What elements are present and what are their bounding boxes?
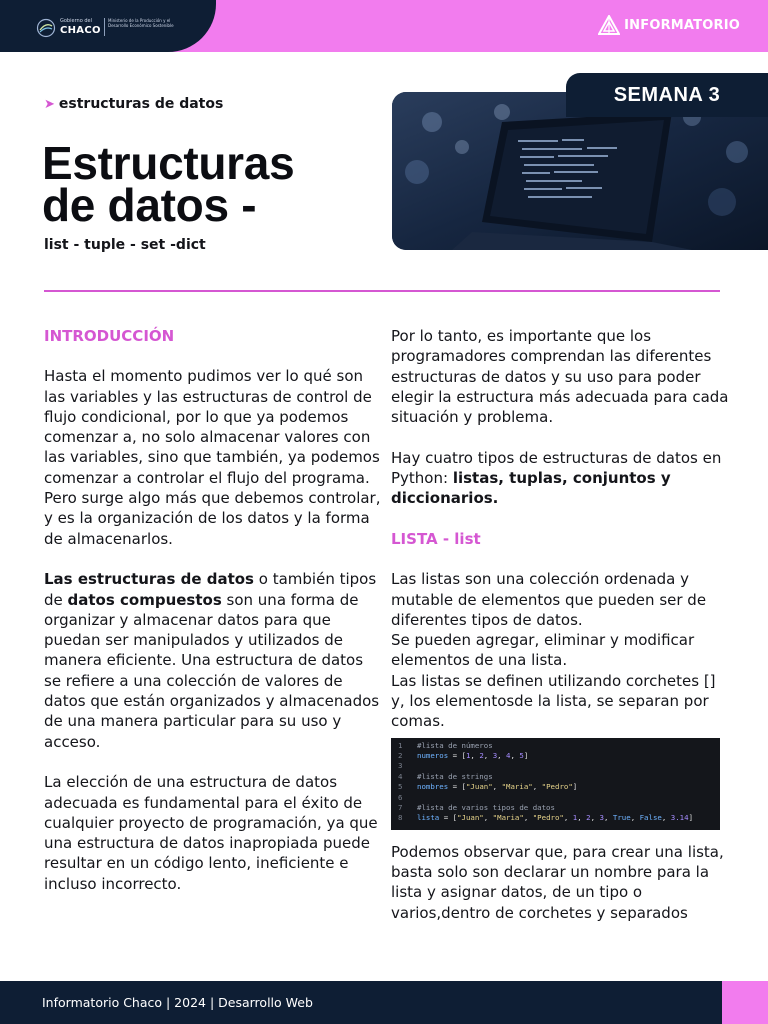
code-operator: , <box>630 813 640 823</box>
code-operator: , <box>492 782 502 792</box>
week-tab <box>566 73 768 117</box>
intro-paragraph-2: Pero surge algo más que debemos controlar, y es la organización de los datos y la forma de almacenarlos. <box>44 489 381 548</box>
code-operator: , <box>483 813 493 823</box>
list-paragraph-4: Podemos observar que, para crear una lista, basta solo son declarar un nombre para la lista y asignar datos, de un tipo o varios,dentro de corchetes y separados <box>391 842 724 922</box>
intro-heading: INTRODUCCIÓN <box>44 327 175 345</box>
page-title <box>42 137 295 231</box>
intro-paragraph-4: La elección de una estructura de datos adecuada es fundamental para el éxito de cualquier proyecto de programación, ya que una estructura de datos inapropiada puede resultar en un código lento, ineficiente e incluso incorrecto. <box>44 773 378 893</box>
informatorio-logo <box>598 15 740 35</box>
line-number: 1 <box>398 740 403 750</box>
code-operator: , <box>577 813 587 823</box>
pyramid-icon <box>598 15 620 35</box>
list-heading: LISTA - list <box>391 529 481 548</box>
code-operator: , <box>497 751 507 761</box>
chevron-right-icon: ➤ <box>44 96 55 112</box>
code-line <box>391 761 720 771</box>
brand-name: INFORMATORIO <box>624 17 740 33</box>
code-operator: ] <box>688 813 694 823</box>
logo-name: CHACO <box>60 25 101 36</box>
code-comment: #lista de varios tipos de datos <box>417 803 555 813</box>
code-operator: ] <box>523 751 529 761</box>
text-span: son una forma de organizar y almacenar datos para que puedan ser manipulados y utilizados de manera eficiente. Una estructura de datos se refiere a una colección de valores de datos que están organizados y almacenados de una manera particular para su uso y acceso. <box>44 590 380 751</box>
code-variable: numeros <box>417 751 449 761</box>
code-operator: , <box>661 813 671 823</box>
line-number: 6 <box>398 792 403 802</box>
code-number: 2 <box>586 813 591 823</box>
section-divider <box>44 290 720 292</box>
code-number: 1 <box>572 813 578 823</box>
code-number: 2 <box>479 751 484 761</box>
footer-text: Informatorio Chaco | 2024 | Desarrollo Web <box>42 995 313 1010</box>
list-paragraph-2: Se pueden agregar, eliminar y modificar elementos de una lista. <box>391 631 695 670</box>
code-number: 3 <box>492 751 498 761</box>
footer-accent <box>722 981 768 1024</box>
code-operator: , <box>603 813 613 823</box>
code-number: 4 <box>506 751 511 761</box>
logo-ministry-text: Ministerio de la Producción y el Desarrollo Económico Sostenible <box>108 18 174 28</box>
code-operator: , <box>532 782 542 792</box>
logo-small-text: Gobierno del <box>60 18 92 24</box>
bold-term: datos compuestos <box>67 590 222 609</box>
text-span: Hay cuatro tipos de estructuras de datos en Python: <box>391 448 722 488</box>
code-operator: , <box>523 813 533 823</box>
code-string: "Pedro" <box>532 813 564 823</box>
chaco-emblem-icon <box>36 18 56 38</box>
line-number: 7 <box>398 803 403 813</box>
code-line <box>391 813 720 823</box>
line-number: 5 <box>398 782 403 792</box>
code-keyword: True <box>612 813 631 823</box>
breadcrumb-label: estructuras de datos <box>58 96 224 112</box>
page-title-line-2: de datos - <box>42 179 257 231</box>
line-number: 4 <box>398 771 403 781</box>
code-line <box>391 782 720 792</box>
code-operator: ] <box>572 782 578 792</box>
intro-paragraph-3 <box>44 569 382 752</box>
code-line <box>391 772 720 782</box>
code-line <box>391 751 720 761</box>
code-number: 3.14 <box>670 813 689 823</box>
breadcrumb <box>44 96 223 112</box>
line-number: 3 <box>398 761 403 771</box>
government-logo <box>0 0 216 52</box>
code-line <box>391 803 720 813</box>
code-operator: , <box>563 813 573 823</box>
code-line <box>391 741 720 751</box>
week-label: SEMANA 3 <box>613 83 721 106</box>
code-number: 5 <box>519 751 524 761</box>
code-operator: , <box>590 813 600 823</box>
left-column <box>44 326 382 894</box>
code-operator: = [ <box>439 813 458 823</box>
bold-term: Las estructuras de datos <box>44 570 254 589</box>
logo-separator <box>104 18 105 36</box>
code-string: "Maria" <box>501 782 533 792</box>
line-number: 8 <box>398 813 403 823</box>
right-paragraph-2 <box>391 448 729 509</box>
code-line <box>391 793 720 803</box>
line-number: 2 <box>398 751 403 761</box>
code-comment: #lista de strings <box>417 771 493 781</box>
code-operator: = [ <box>448 782 466 792</box>
code-string: "Juan" <box>457 813 484 823</box>
code-snippet <box>391 738 720 830</box>
code-operator: , <box>510 751 520 761</box>
text-span: o también tipos de <box>44 570 377 609</box>
code-string: "Maria" <box>492 813 524 823</box>
list-paragraph-3: Las listas se definen utilizando corchetes [] y, los elementosde la lista, se separan por comas. <box>391 671 716 731</box>
code-variable: lista <box>417 813 440 823</box>
code-number: 1 <box>465 751 471 761</box>
right-column <box>391 326 729 923</box>
bold-term: listas, tuplas, conjuntos y diccionarios. <box>391 469 671 508</box>
code-string: "Pedro" <box>541 782 573 792</box>
right-paragraph-1: Por lo tanto, es importante que los programadores comprendan las diferentes estructuras de datos y su uso para poder elegir la estructura más adecuada para cada situación y problema. <box>391 327 729 427</box>
code-keyword: False <box>639 813 662 823</box>
code-string: "Juan" <box>465 782 493 792</box>
page-subtitle: list - tuple - set -dict <box>44 237 206 253</box>
code-operator: , <box>483 751 493 761</box>
code-comment: #lista de números <box>417 740 493 750</box>
code-number: 3 <box>599 813 604 823</box>
list-paragraph-1: Las listas son una colección ordenada y mutable de elementos que pueden ser de diferentes tipos de datos. <box>391 570 707 629</box>
code-operator: = [ <box>448 751 466 761</box>
intro-paragraph-1: Hasta el momento pudimos ver lo qué son las variables y las estructuras de control de flujo condicional, por lo que ya podemos comenzar a, no solo almacenar valores con las variables, sino que también, ya podemos comenzar a controlar el flujo del programa. <box>44 367 380 487</box>
code-operator: , <box>470 751 480 761</box>
code-variable: nombres <box>417 782 449 792</box>
page-title-line-1: Estructuras <box>42 137 295 189</box>
